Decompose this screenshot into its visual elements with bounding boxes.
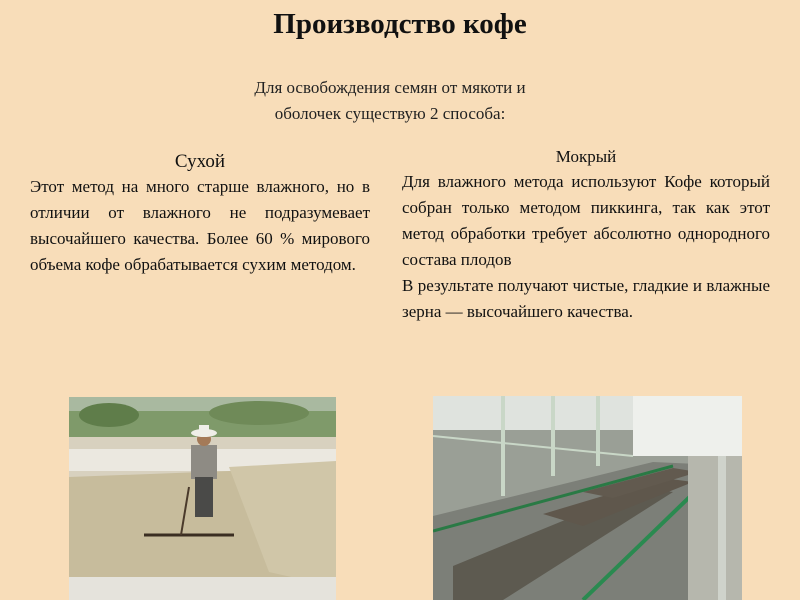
intro-text [0,75,780,127]
intro-line-1: Для освобождения семян от мякоти и [254,78,526,97]
wet-method-heading: Мокрый [555,147,617,166]
dry-method-section [30,150,370,278]
wet-processing-photo [433,396,742,600]
dry-method-text: Этот метод на много старше влажного, но в отличии от влажного не подразумевает высочайшего качества. Более 60 % мирового объема кофе обрабатывается сухим методом. [30,177,370,274]
slide-title: Производство кофе [273,8,527,40]
dry-processing-photo [69,397,336,600]
wet-method-text-1: Для влажного метода используют Кофе который собран только методом пиккинга, так как этот метод обработки требует абсолютно однородного состава плодов [402,172,770,269]
dry-method-heading: Сухой [174,151,226,172]
intro-line-2: оболочек существую 2 способа: [274,104,506,123]
wet-method-text-2: В результате получают чистые, гладкие и влажные зерна — высочайшего качества. [402,276,770,321]
wet-method-section [402,145,770,325]
